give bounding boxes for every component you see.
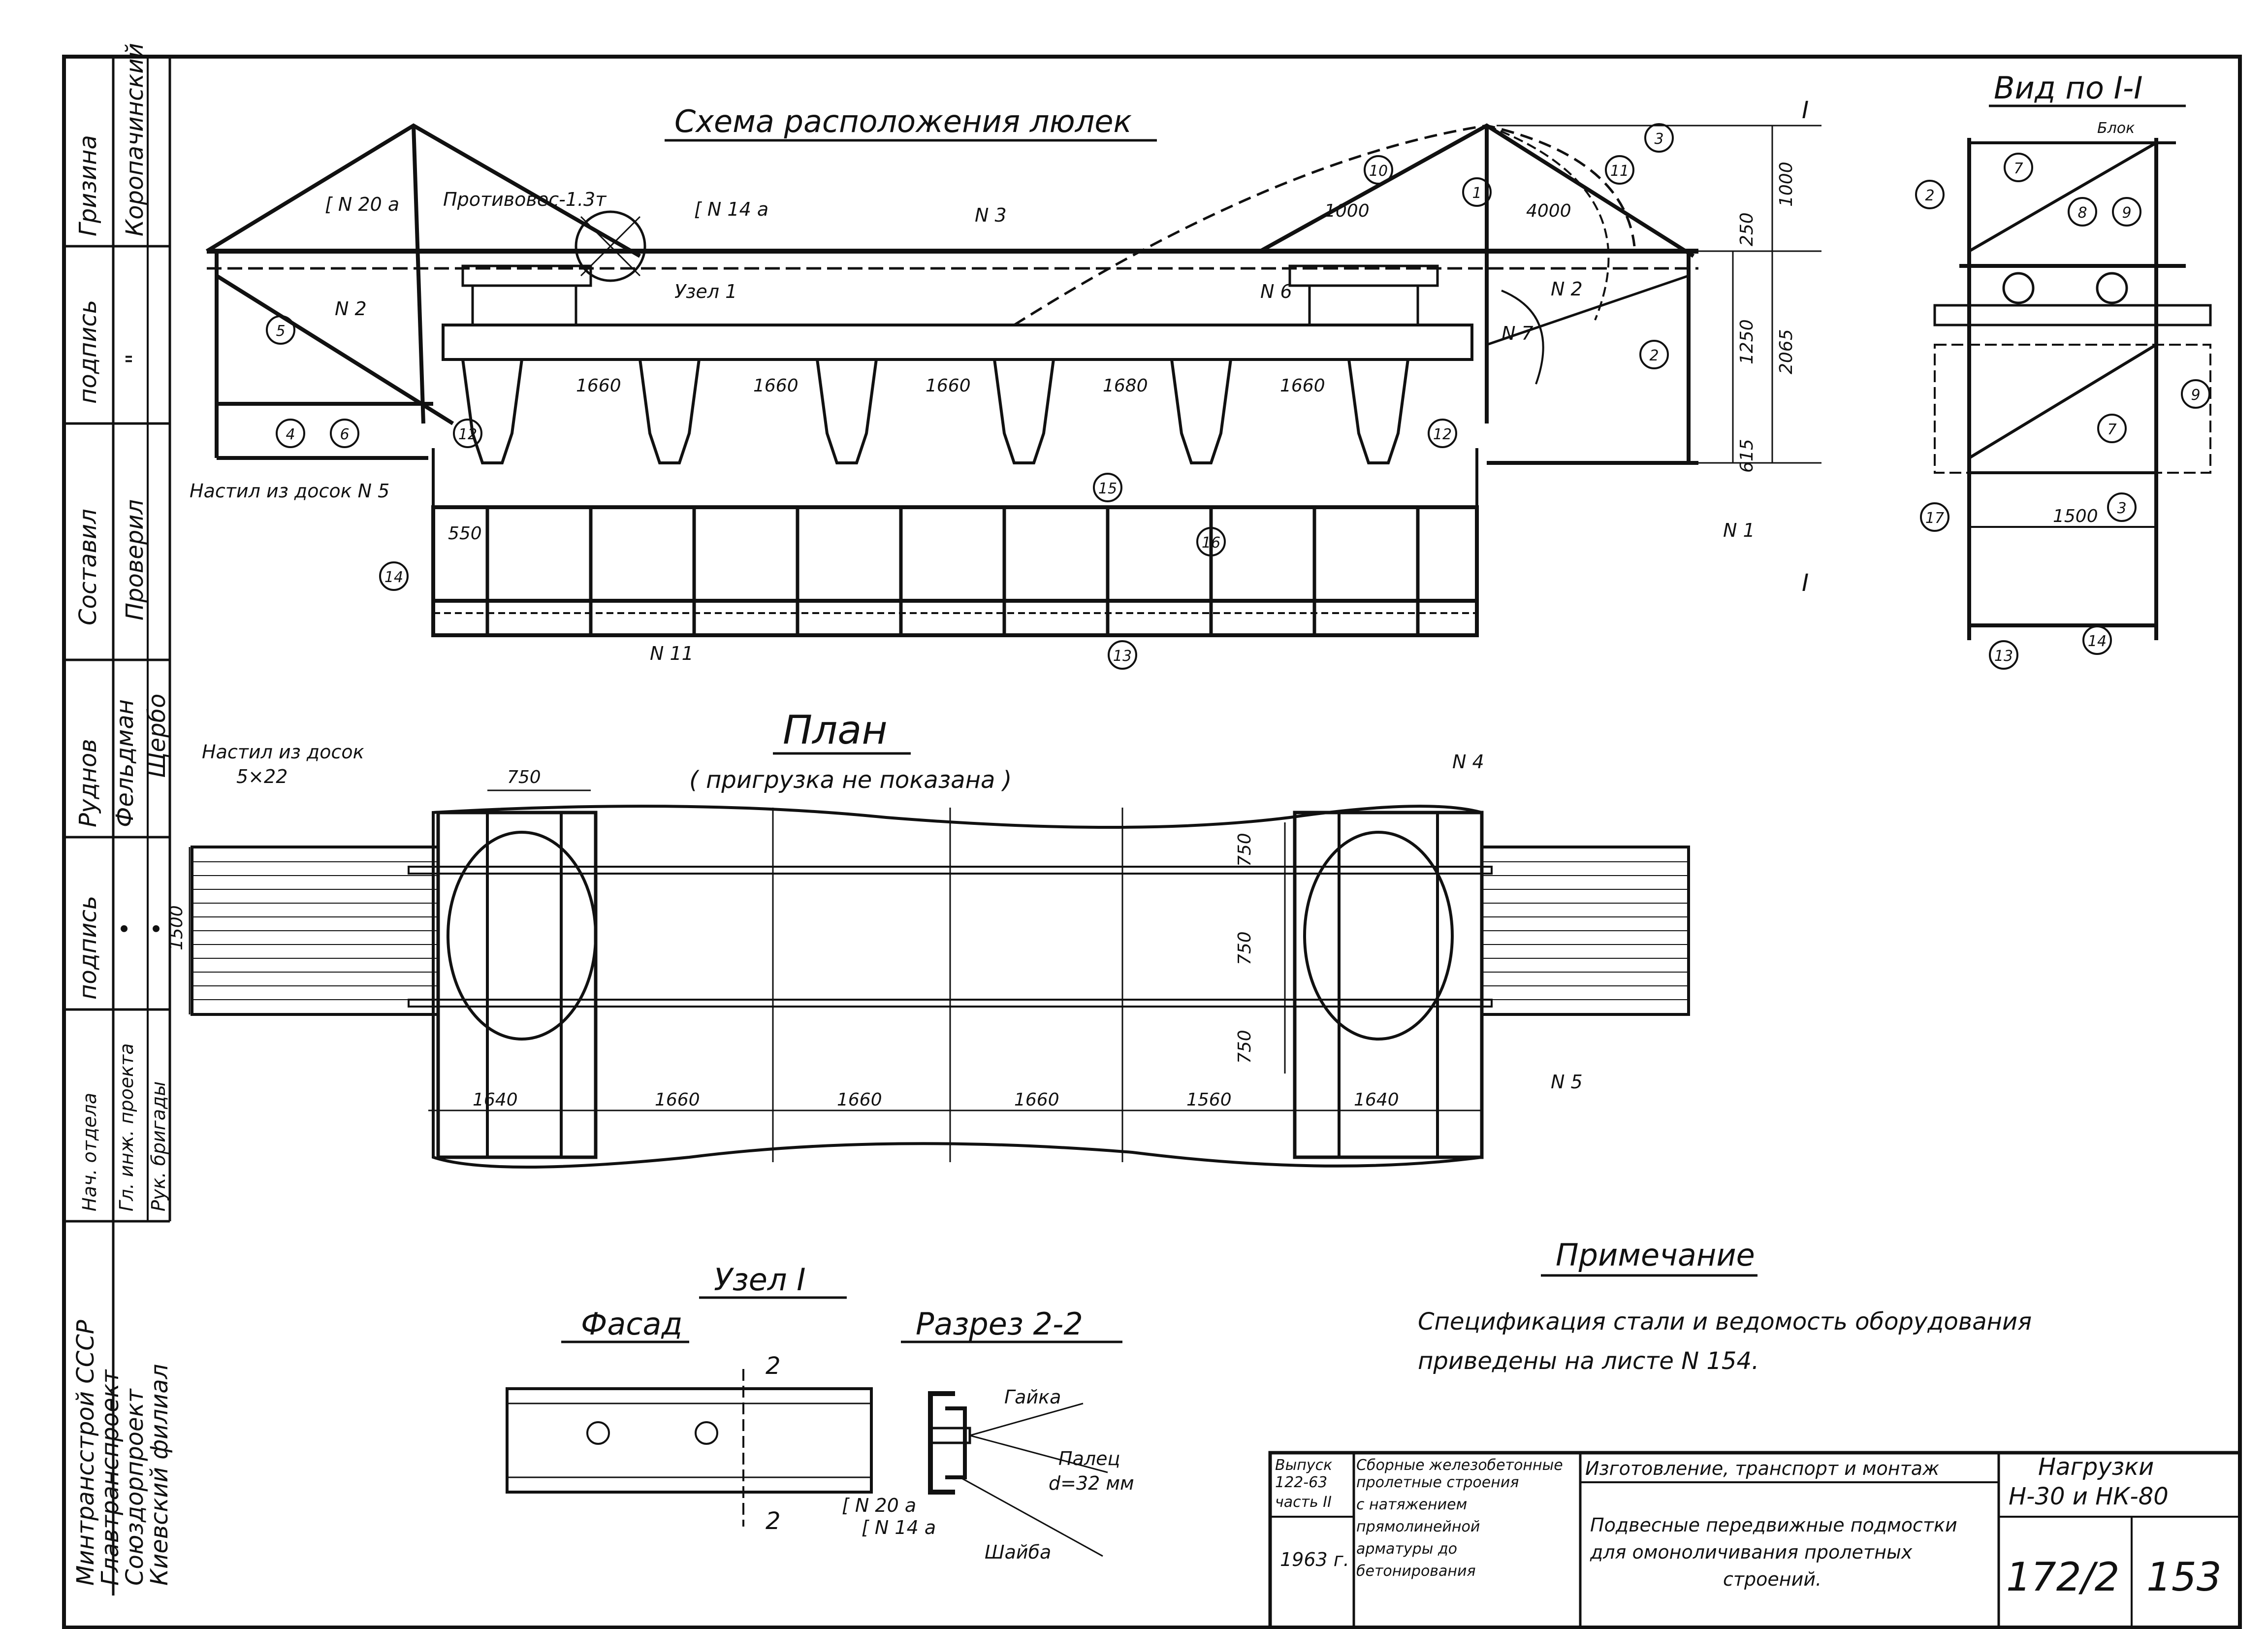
label-deck-n5: Настил из досок N 5 (190, 480, 390, 502)
callout-number: 8 (2077, 204, 2087, 222)
callout-number: 12 (1433, 426, 1452, 443)
label-cn20: [ N 20 a (325, 194, 400, 215)
org-line-2: Главтранспроект (96, 1369, 124, 1586)
dim-1000-vert: 1000 (1776, 162, 1796, 207)
sidebar-role-5: подпись (74, 895, 102, 1000)
sidebar-name-3: Проверил (121, 499, 149, 620)
scheme-title: Схема расположения люлек (674, 103, 1132, 139)
callout-number: 3 (1654, 130, 1664, 148)
callout-number: 12 (458, 426, 478, 443)
note-title: Примечание (1556, 1237, 1755, 1273)
plan-view (166, 707, 1689, 1167)
callout-marker (2113, 198, 2140, 226)
stamp-loads-1: Нагрузки (2038, 1453, 2154, 1481)
callout-number: 13 (1994, 648, 2013, 665)
stamp-desc-1: Сборные железобетонные (1356, 1457, 1563, 1474)
callout-number: 13 (1113, 648, 1132, 665)
plan-subtitle: ( пригрузка не показана ) (689, 766, 1012, 794)
callout-marker (1365, 156, 1392, 184)
section-mark-bottom: I (1802, 569, 1809, 597)
callout-number: 2 (1925, 187, 1935, 204)
node-cn14: [ N 14 a (862, 1517, 936, 1538)
sidebar-name-5: • (111, 921, 139, 936)
callout-marker (267, 316, 294, 344)
node-mark-2-top: 2 (766, 1352, 781, 1380)
view-title: Вид по I-I (1994, 70, 2143, 106)
plan-n4: N 4 (1452, 751, 1484, 773)
note-line-1: Спецификация стали и ведомость оборудования (1418, 1308, 2032, 1336)
stamp-desc-6: бетонирования (1356, 1563, 1476, 1580)
label-n2-right: N 2 (1551, 278, 1583, 300)
plan-vdim-3: 750 (1235, 1030, 1255, 1064)
plan-n5: N 5 (1551, 1071, 1583, 1093)
callout-marker (2083, 626, 2111, 654)
plan-deck-label: Настил из досок (202, 741, 364, 763)
stamp-issue: Выпуск (1275, 1457, 1333, 1474)
callout-marker (1916, 181, 1944, 208)
sidebar-name-6: Гл. инж. проекта (116, 1043, 137, 1211)
callout-number: 11 (1610, 163, 1629, 180)
plan-dim-750: 750 (507, 767, 541, 787)
dim-1000: 1000 (1324, 201, 1370, 221)
label-counterweight: Противовес-1.3т (443, 189, 607, 210)
callout-marker (2098, 415, 2126, 442)
callout-marker (1640, 341, 1668, 368)
sidebar-role-3: Составил (74, 509, 102, 625)
drawing-frame (64, 57, 2240, 1628)
dim-1250: 1250 (1737, 319, 1757, 364)
sidebar-extra-6: Рук. бригады (148, 1081, 169, 1211)
callout-number: 17 (1925, 510, 1945, 527)
org-line-3: Союздорпроект (121, 1389, 149, 1586)
callout-marker (1094, 474, 1121, 501)
span-dim-2: 1660 (753, 376, 799, 396)
stamp-title-2: Подвесные передвижные подмостки (1590, 1514, 1957, 1536)
plan-vdim-2: 750 (1235, 931, 1255, 965)
note-block (1418, 1237, 2032, 1375)
node-nut: Гайка (1004, 1386, 1061, 1408)
node-washer: Шайба (985, 1541, 1052, 1563)
callout-number: 6 (340, 426, 350, 443)
callout-number: 2 (1649, 347, 1659, 364)
callout-marker (2182, 380, 2209, 408)
callout-marker (1990, 641, 2017, 669)
plan-bdim-6: 1640 (1354, 1090, 1399, 1110)
plan-title: План (783, 707, 888, 753)
callout-marker (2005, 154, 2032, 181)
span-dim-5: 1660 (1280, 376, 1325, 396)
section-mark-top: I (1802, 97, 1809, 124)
node-pin-diameter: d=32 мм (1049, 1472, 1134, 1494)
plan-bdim-4: 1660 (1014, 1090, 1059, 1110)
node-facade-title: Фасад (581, 1306, 683, 1342)
org-line-1: Минтрансстрой СССР (72, 1320, 99, 1586)
sidebar-title-block (64, 43, 173, 1596)
label-n3: N 3 (975, 204, 1007, 226)
callout-number: 10 (1369, 163, 1388, 180)
sidebar-name-1: Коропачинский (121, 43, 149, 236)
stamp-desc-3: с натяжением (1356, 1496, 1468, 1513)
stamp-year: 1963 г. (1280, 1549, 1349, 1570)
callout-number: 7 (2107, 421, 2117, 438)
stamp-desc-4: прямолинейной (1356, 1518, 1480, 1535)
dim-2065: 2065 (1776, 329, 1796, 374)
callout-marker (2069, 198, 2096, 226)
girder-beam (640, 359, 699, 463)
callout-number: 5 (276, 323, 286, 340)
sidebar-name-2: " (121, 353, 149, 364)
callout-marker (1109, 641, 1136, 669)
sidebar-extra-4: Щербо (143, 693, 171, 778)
girder-beam (994, 359, 1054, 463)
stamp-part: часть II (1275, 1494, 1332, 1511)
node-I-detail (507, 1262, 1134, 1563)
sidebar-role-1: Гризина (74, 135, 102, 236)
sidebar-role-2: подпись (74, 299, 102, 404)
dim-4000: 4000 (1526, 201, 1571, 221)
stamp-sheet-no: 153 (2146, 1554, 2222, 1600)
note-line-2: приведены на листе N 154. (1418, 1347, 1759, 1375)
stamp-sheet-code: 172/2 (2006, 1554, 2120, 1600)
plan-bdim-5: 1560 (1186, 1090, 1232, 1110)
callout-number: 15 (1098, 480, 1118, 497)
callout-number: 3 (2117, 500, 2127, 517)
span-dim-3: 1660 (926, 376, 971, 396)
span-dim-1: 1660 (576, 376, 621, 396)
view-section-I-I (1916, 70, 2210, 669)
callout-number: 14 (2087, 633, 2107, 650)
label-node1: Узел 1 (674, 281, 737, 302)
plan-bdim-1: 1640 (473, 1090, 518, 1110)
stamp-title-4: строений. (1723, 1568, 1822, 1590)
scheme-elevation (190, 97, 1821, 669)
callout-number: 9 (2122, 204, 2132, 222)
callout-marker (331, 420, 358, 447)
label-n11: N 11 (650, 643, 694, 664)
plan-bdim-2: 1660 (655, 1090, 700, 1110)
node-title: Узел I (714, 1262, 806, 1298)
callout-marker (1429, 420, 1456, 447)
plan-deck-size: 5×22 (236, 766, 288, 787)
label-n1: N 1 (1723, 520, 1755, 541)
title-stamp (1270, 1453, 2240, 1628)
view-dim-1500: 1500 (2053, 506, 2098, 526)
girder-beam (1349, 359, 1408, 463)
stamp-desc-2: пролетные строения (1356, 1474, 1519, 1491)
callout-marker (277, 420, 304, 447)
plan-dim-1500: 1500 (166, 905, 187, 950)
span-dim-4: 1680 (1103, 376, 1148, 396)
callout-marker (1606, 156, 1633, 184)
dim-250: 250 (1737, 212, 1757, 246)
label-n6: N 6 (1260, 281, 1292, 302)
callout-marker (454, 420, 481, 447)
callout-number: 9 (2191, 387, 2201, 404)
callout-marker (380, 562, 408, 590)
callout-marker (2108, 493, 2136, 521)
callout-number: 4 (286, 426, 295, 443)
callout-number: 16 (1201, 534, 1221, 552)
girder-beam (817, 359, 876, 463)
plan-vdim-1: 750 (1235, 833, 1255, 867)
callout-marker (1645, 124, 1673, 152)
view-label-block: Блок (2097, 120, 2135, 137)
stamp-title-3: для омоноличивания пролетных (1590, 1541, 1913, 1563)
sidebar-extra-5: • (143, 921, 171, 936)
plan-bdim-3: 1660 (837, 1090, 882, 1110)
dim-550: 550 (448, 523, 482, 544)
node-cn20: [ N 20 a (842, 1495, 917, 1516)
label-n2: N 2 (335, 298, 367, 320)
node-pin: Палец (1058, 1448, 1120, 1469)
dim-615: 615 (1737, 439, 1757, 473)
sidebar-role-6: Нач. отдела (79, 1092, 100, 1211)
org-line-4: Киевский филиал (146, 1364, 173, 1586)
node-section-title: Разрез 2-2 (916, 1306, 1083, 1342)
girder-beam (1172, 359, 1231, 463)
label-n7: N 7 (1501, 323, 1533, 344)
sidebar-role-4: Руднов (74, 739, 102, 827)
sidebar-name-4: Фельдман (111, 699, 139, 827)
label-cn14: [ N 14 a (694, 198, 769, 220)
stamp-loads-2: Н-30 и НК-80 (2009, 1483, 2169, 1510)
callout-number: 7 (2013, 160, 2023, 177)
callout-number: 14 (384, 569, 404, 586)
node-mark-2-bottom: 2 (766, 1507, 781, 1535)
callout-marker (1921, 503, 1949, 531)
stamp-title-1: Изготовление, транспорт и монтаж (1585, 1458, 1940, 1479)
stamp-desc-5: арматуры до (1356, 1540, 1458, 1558)
callout-number: 1 (1472, 185, 1482, 202)
stamp-issue-no: 122-63 (1275, 1474, 1328, 1491)
